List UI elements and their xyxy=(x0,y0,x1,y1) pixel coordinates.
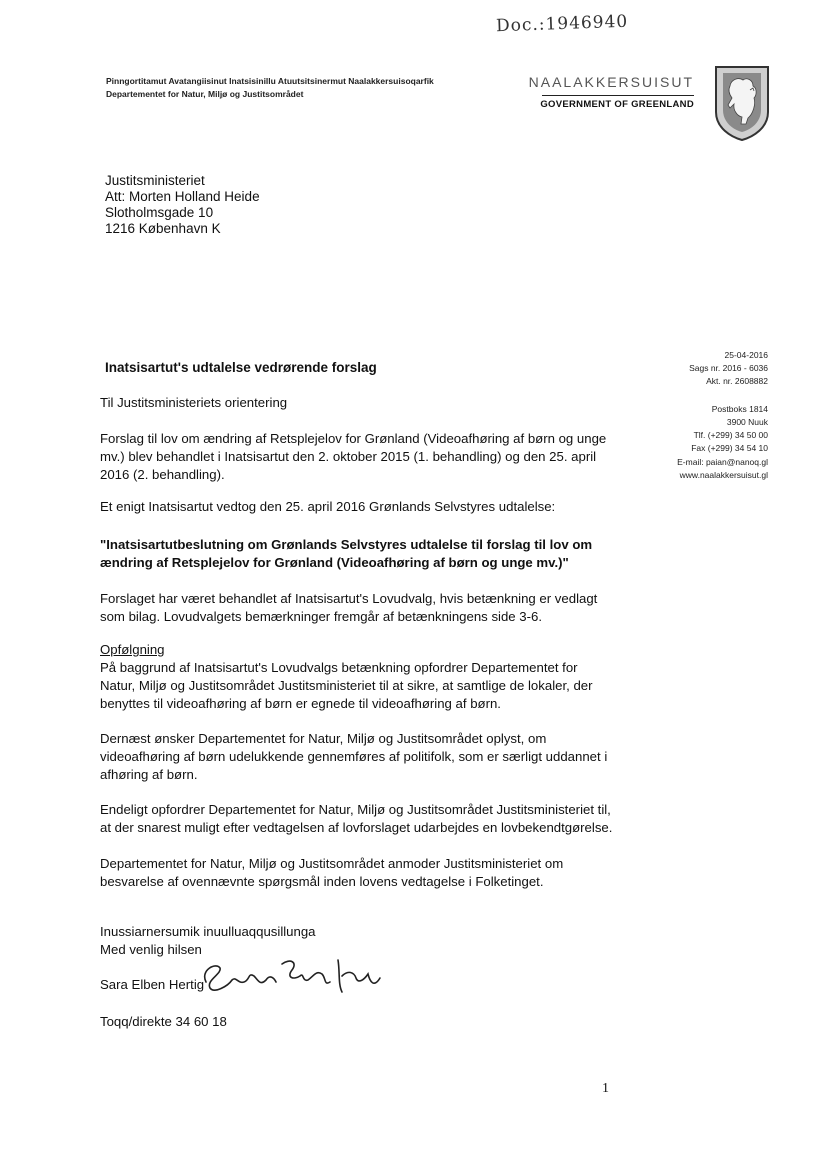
recipient-street: Slotholmsgade 10 xyxy=(105,205,214,220)
logo-subtitle: GOVERNMENT OF GREENLAND xyxy=(540,99,694,110)
orientation-line: Til Justitsministeriets orientering xyxy=(100,395,288,410)
paragraph-unanimous-adoption: Et enigt Inatsisartut vedtog den 25. april 2016 Grønlands Selvstyres udtalelse: xyxy=(100,499,556,514)
signatory-name: Sara Elben Hertig xyxy=(100,977,205,992)
paragraph-request-reply: Departementet for Natur, Miljø og Justitsområdet anmoder Justitsministeriet om besvarelse af ovennævnte spørgsmål inden lovens vedtagelse i Folketinget. xyxy=(100,856,564,889)
handwritten-signature xyxy=(198,950,388,1000)
document-number: Akt. nr. 2608882 xyxy=(706,376,768,386)
greeting-greenlandic: Inussiarnersumik inuulluaqqusillunga xyxy=(100,924,316,939)
resolution-quote: "Inatsisartutbeslutning om Grønlands Selvstyres udtalelse til forslag til lov om ændring af Retsplejelov for Grønland (Videoafhøring af børn og unge mv.)" xyxy=(100,537,593,570)
greeting-danish: Med venlig hilsen xyxy=(100,942,202,957)
letter-date: 25-04-2016 xyxy=(724,350,768,360)
case-number: Sags nr. 2016 - 6036 xyxy=(689,363,768,373)
logo-divider xyxy=(542,95,694,96)
paragraph-bill-treatment: Forslag til lov om ændring af Retsplejelov for Grønland (Videoafhøring af børn og unge mv.) blev behandlet i Inatsisartut den 2. oktober 2015 (1. behandling) og den 25. april 2016 (2. behandling). xyxy=(100,431,607,482)
paragraph-consolidation-act: Endeligt opfordrer Departementet for Natur, Miljø og Justitsområdet Justitsministeriet til, at der snarest muligt efter vedtagelsen af lovforslaget udarbejdes en lovbekendtgørelse. xyxy=(100,802,613,835)
letter-heading: Inatsisartut's udtalelse vedrørende forslag xyxy=(105,360,377,375)
department-name-greenlandic: Pinngortitamut Avatangiisinut Inatsisinillu Atuutsitsinermut Naalakkersuisoqarfik xyxy=(106,76,434,86)
postbox: Postboks 1814 xyxy=(711,404,768,414)
recipient-postal-city: 1216 København K xyxy=(105,221,221,236)
fax: Fax (+299) 34 54 10 xyxy=(691,443,768,453)
paragraph-followup-premises: På baggrund af Inatsisartut's Lovudvalgs betænkning opfordrer Departementet for Natur, Miljø og Justitsområdet Justitsministeriet til at sikre, at samtlige de lokaler, der benyttes til videoafhøring af børn er egnede til videoafhøring af børn. xyxy=(100,660,593,711)
logo-name: NAALAKKERSUISUT xyxy=(528,74,694,90)
department-name-danish: Departementet for Natur, Miljø og Justitsområdet xyxy=(106,89,304,99)
document-reference-note: Doc.:1946940 xyxy=(495,11,629,37)
paragraph-committee-report: Forslaget har været behandlet af Inatsisartut's Lovudvalg, hvis betænkning er vedlagt som bilag. Lovudvalgets bemærkninger fremgår af betænkningens side 3-6. xyxy=(100,591,598,624)
postal-city: 3900 Nuuk xyxy=(726,417,768,427)
recipient-attention: Att: Morten Holland Heide xyxy=(105,189,260,204)
paragraph-police-training: Dernæst ønsker Departementet for Natur, Miljø og Justitsområdet oplyst, om videoafhøring af børn udelukkende gennemføres af politifolk, som er særligt uddannet i afhøring af børn. xyxy=(100,731,608,782)
email: E-mail: paian@nanoq.gl xyxy=(677,457,768,467)
greenland-coat-of-arms-icon xyxy=(713,64,771,142)
telephone: Tlf. (+299) 34 50 00 xyxy=(693,430,768,440)
followup-label: Opfølgning xyxy=(100,642,165,657)
recipient-name: Justitsministeriet xyxy=(105,173,205,188)
website: www.naalakkersuisut.gl xyxy=(679,470,768,480)
page-number: 1 xyxy=(602,1081,609,1096)
direct-phone: Toqq/direkte 34 60 18 xyxy=(100,1014,227,1029)
